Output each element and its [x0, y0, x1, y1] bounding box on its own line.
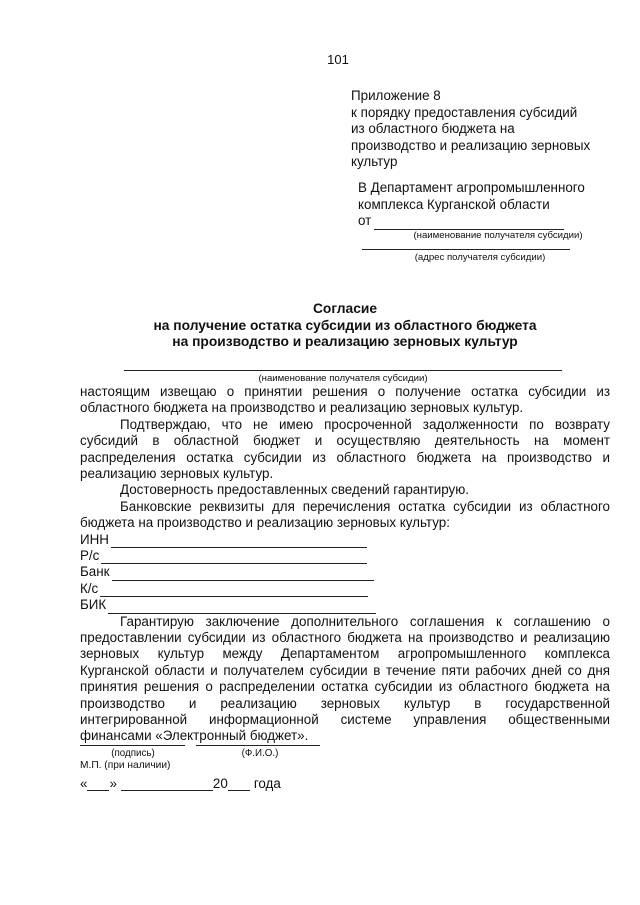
appendix-line: культур: [351, 154, 398, 169]
bank-label: Банк: [80, 564, 110, 580]
signature-field[interactable]: [80, 745, 185, 746]
requisite-corr-account: [80, 581, 610, 597]
title-line: на получение остатка субсидии из областного бюджета: [153, 317, 537, 333]
requisite-bik: [80, 597, 610, 613]
appendix-line: к порядку предоставления субсидий: [351, 104, 578, 120]
account-field[interactable]: [101, 552, 367, 564]
title-line: Согласие: [312, 301, 378, 316]
page-number: 101: [327, 52, 349, 67]
corr-account-field[interactable]: [100, 585, 368, 597]
appendix-line: производство и реализацию зерновых: [351, 137, 591, 153]
paragraph-notification: настоящим извещаю о принятии решения о получение остатка субсидии из областного бюджета на производство и реализацию зерновых культур.: [80, 384, 610, 416]
recipient-caption: (наименование получателя субсидии): [258, 373, 428, 384]
date-close-quote: »: [109, 776, 117, 791]
year-prefix: 20: [212, 776, 228, 791]
corr-account-label: К/с: [80, 580, 99, 596]
inn-field[interactable]: [111, 536, 367, 548]
requisite-inn: [80, 532, 610, 548]
signature-caption: (подпись): [111, 748, 155, 759]
paragraph-reliability: Достоверность предоставленных сведений гарантирую.: [120, 482, 469, 498]
recipient-address-caption: (адрес получателя субсидии): [414, 252, 546, 263]
document-body: [80, 384, 610, 745]
recipient-address-field[interactable]: [362, 249, 570, 250]
month-field[interactable]: [121, 779, 213, 791]
bik-field[interactable]: [108, 602, 376, 614]
appendix-line: Приложение 8: [351, 88, 441, 103]
recipient-name-input-line[interactable]: [124, 370, 562, 371]
paragraph-confirmation: Подтверждаю, что не имею просроченной задолженности по возврату субсидий в областной бюджет и осуществляю деятельность на момент распределения остатка субсидии из областного бюджета на производство и реализацию зерновых культур.: [80, 416, 610, 482]
recipient-name-field[interactable]: [374, 217, 564, 230]
requisite-account: [80, 548, 610, 564]
document-title: [80, 301, 610, 351]
date-row: [80, 776, 281, 791]
full-name-caption: (Ф.И.О.): [241, 748, 279, 759]
paragraph-guarantee: Гарантирую заключение дополнительного соглашения к соглашению о предоставлении субсидии из областного бюджета на производство и реализацию зерновых культур между Департаментом агропромышленного комплекса Курганской области и получателем субсидии в течение пяти рабочих дней со дня принятия решения о распределении остатка субсидии из областного бюджета на производство и реализацию зерновых культур в государственной интегрированной информационной системе управления общественными финансами «Электронный бюджет».: [80, 613, 610, 744]
paragraph-bank-details: Банковские реквизиты для перечисления остатка субсидии из областного бюджета на производство и реализацию зерновых культур:: [80, 498, 610, 531]
requisite-bank: [80, 564, 610, 580]
title-line: на производство и реализацию зерновых культур: [172, 334, 518, 349]
addressee-block: [358, 180, 618, 241]
inn-label: ИНН: [80, 531, 109, 547]
bank-field[interactable]: [112, 569, 374, 581]
day-field[interactable]: [87, 779, 109, 791]
appendix-line: из областного бюджета на: [351, 121, 515, 136]
from-row: [358, 213, 618, 230]
recipient-name-caption: (наименование получателя субсидии): [413, 229, 583, 241]
addressee-line: В Департамент агропромышленного: [358, 180, 585, 195]
date-open-quote: «: [80, 776, 88, 791]
appendix-header: [351, 88, 621, 171]
bank-requisites: [80, 532, 610, 614]
account-label: Р/с: [80, 548, 100, 564]
stamp-note: М.П. (при наличии): [80, 760, 171, 771]
full-name-field[interactable]: [196, 745, 320, 746]
year-suffix: года: [253, 776, 281, 791]
bik-label: БИК: [80, 597, 107, 613]
addressee-line: комплекса Курганской области: [358, 196, 550, 212]
year-field[interactable]: [228, 779, 250, 791]
from-label: от: [358, 213, 372, 228]
